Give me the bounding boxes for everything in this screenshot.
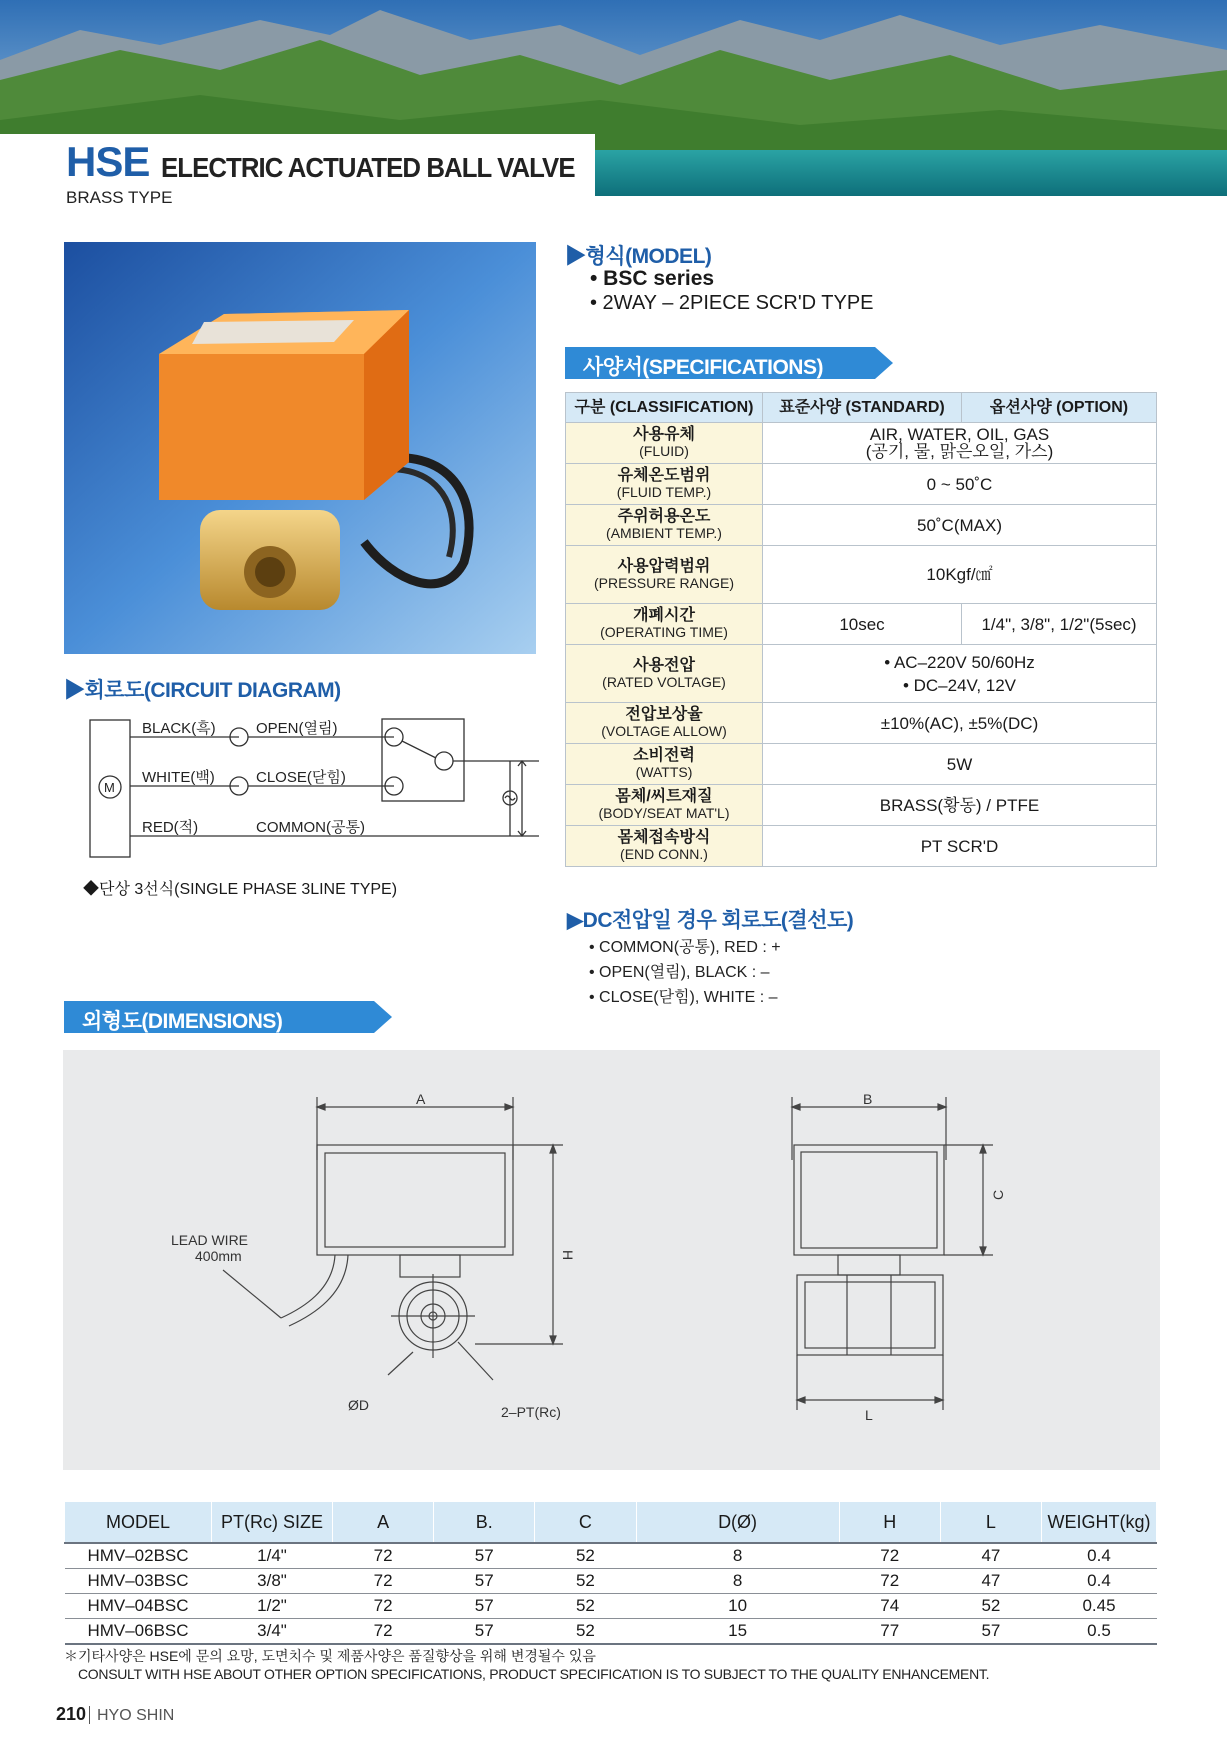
- spec-value-standard: 10sec: [763, 604, 962, 645]
- table-cell: 0.4: [1042, 1569, 1157, 1594]
- table-cell: 3/4": [212, 1619, 333, 1645]
- dimension-drawing: [63, 1050, 1160, 1470]
- table-cell: 15: [636, 1619, 839, 1645]
- footnote-korean: ＊기타사양은 HSE에 문의 요망, 도면치수 및 제품사양은 품질향상을 위해 변경될수 있음: [64, 1648, 596, 1664]
- dimensions-heading: [64, 1001, 394, 1033]
- dc-circuit-item: • COMMON(공통), RED : +: [589, 939, 781, 956]
- circuit-note: ◆단상 3선식(SINGLE PHASE 3LINE TYPE): [83, 881, 398, 898]
- table-cell: 72: [333, 1543, 434, 1569]
- dim-col-header: WEIGHT(kg): [1042, 1502, 1157, 1543]
- dim-col-header: B.: [434, 1502, 535, 1543]
- spec-col-option: 옵션사양 (OPTION): [962, 393, 1157, 423]
- table-cell: 8: [636, 1569, 839, 1594]
- table-cell: 10: [636, 1594, 839, 1619]
- dim-label-a: A: [416, 1091, 426, 1107]
- spec-row-label: 소비전력 (WATTS): [566, 744, 763, 785]
- spec-row-label: 사용압력범위 (PRESSURE RANGE): [566, 546, 763, 604]
- dimensions-table: [64, 1502, 1157, 1645]
- wire-function-label: CLOSE(닫힘): [256, 769, 346, 786]
- table-cell: HMV–04BSC: [65, 1594, 212, 1619]
- table-cell: HMV–06BSC: [65, 1619, 212, 1645]
- spec-value: • AC–220V 50/60Hz • DC–24V, 12V: [763, 645, 1157, 703]
- circuit-diagram: [64, 700, 544, 875]
- table-row: [65, 1619, 1157, 1645]
- model-heading: ▶형식(MODEL): [565, 245, 712, 268]
- spec-row-label: 유체온도범위 (FLUID TEMP.): [566, 464, 763, 505]
- motor-label: M: [104, 780, 115, 795]
- dim-label-port: 2–PT(Rc): [501, 1404, 561, 1420]
- table-cell: 57: [434, 1594, 535, 1619]
- table-cell: 52: [940, 1594, 1041, 1619]
- spec-value: PT SCR'D: [763, 826, 1157, 867]
- specifications-table: [565, 392, 1157, 867]
- table-cell: 47: [940, 1569, 1041, 1594]
- dimensions-heading-text: 외형도(DIMENSIONS): [82, 1010, 283, 1033]
- table-cell: 57: [434, 1569, 535, 1594]
- dim-col-header: MODEL: [65, 1502, 212, 1543]
- table-row: [65, 1594, 1157, 1619]
- dc-circuit-heading: ▶DC전압일 경우 회로도(결선도): [567, 909, 854, 932]
- spec-row-label: 사용유체 (FLUID): [566, 423, 763, 464]
- wire-function-label: OPEN(열림): [256, 720, 338, 737]
- spec-row-label: 개폐시간 (OPERATING TIME): [566, 604, 763, 645]
- circuit-heading: ▶회로도(CIRCUIT DIAGRAM): [64, 679, 341, 702]
- footer-divider: [89, 1706, 90, 1724]
- spec-row-label: 주위허용온도 (AMBIENT TEMP.): [566, 505, 763, 546]
- spec-row-label: 사용전압 (RATED VOLTAGE): [566, 645, 763, 703]
- table-cell: 3/8": [212, 1569, 333, 1594]
- dim-label-d: ØD: [348, 1397, 369, 1413]
- spec-row-label: 전압보상율 (VOLTAGE ALLOW): [566, 703, 763, 744]
- table-cell: 77: [839, 1619, 940, 1645]
- table-cell: 57: [434, 1619, 535, 1645]
- page-number: 210: [56, 1704, 87, 1724]
- table-cell: 74: [839, 1594, 940, 1619]
- product-photo: [64, 242, 536, 654]
- dc-circuit-item: • OPEN(열림), BLACK : –: [589, 964, 770, 981]
- table-cell: 52: [535, 1594, 636, 1619]
- table-row: [65, 1543, 1157, 1569]
- table-cell: 72: [839, 1569, 940, 1594]
- footnote-english: CONSULT WITH HSE ABOUT OTHER OPTION SPECIFICATIONS, PRODUCT SPECIFICATION IS TO SUBJECT TO THE QUALITY ENHANCEMENT.: [78, 1666, 990, 1682]
- brand-title: HSE: [66, 138, 150, 185]
- table-cell: 72: [333, 1569, 434, 1594]
- table-cell: 0.5: [1042, 1619, 1157, 1645]
- spec-value: 5W: [763, 744, 1157, 785]
- model-item: • BSC series: [590, 267, 715, 290]
- wire-function-label: COMMON(공통): [256, 819, 365, 836]
- product-subtitle: BRASS TYPE: [66, 188, 173, 207]
- table-cell: 8: [636, 1543, 839, 1569]
- wire-color-label: RED(적): [142, 819, 199, 836]
- table-cell: 0.4: [1042, 1543, 1157, 1569]
- spec-value-option: 1/4", 3/8", 1/2"(5sec): [962, 604, 1157, 645]
- table-cell: 1/2": [212, 1594, 333, 1619]
- table-cell: 57: [434, 1543, 535, 1569]
- spec-value: 50˚C(MAX): [763, 505, 1157, 546]
- table-cell: 52: [535, 1569, 636, 1594]
- dim-label-l: L: [865, 1407, 873, 1423]
- lead-wire-label: LEAD WIRE: [171, 1232, 249, 1248]
- spec-row-label: 몸체/씨트재질 (BODY/SEAT MAT'L): [566, 785, 763, 826]
- footer-brand: HYO SHIN: [97, 1707, 175, 1724]
- table-cell: 47: [940, 1543, 1041, 1569]
- dim-col-header: L: [940, 1502, 1041, 1543]
- spec-value: BRASS(황동) / PTFE: [763, 785, 1157, 826]
- spec-row-label: 몸체접속방식 (END CONN.): [566, 826, 763, 867]
- spec-value: 10Kgf/㎠: [763, 546, 1157, 604]
- model-item: • 2WAY – 2PIECE SCR'D TYPE: [590, 292, 874, 314]
- dim-col-header: H: [839, 1502, 940, 1543]
- table-cell: 72: [333, 1594, 434, 1619]
- dim-col-header: C: [535, 1502, 636, 1543]
- table-cell: 72: [333, 1619, 434, 1645]
- spec-value: ±10%(AC), ±5%(DC): [763, 703, 1157, 744]
- wire-color-label: WHITE(백): [142, 769, 215, 786]
- wire-color-label: BLACK(흑): [142, 720, 216, 737]
- table-cell: 0.45: [1042, 1594, 1157, 1619]
- specifications-heading: [565, 347, 895, 379]
- dc-circuit-item: • CLOSE(닫힘), WHITE : –: [589, 989, 778, 1006]
- lead-wire-length: 400mm: [195, 1248, 242, 1264]
- table-row: [65, 1569, 1157, 1594]
- dim-col-header: PT(Rc) SIZE: [212, 1502, 333, 1543]
- table-cell: HMV–02BSC: [65, 1543, 212, 1569]
- specifications-heading-text: 사양서(SPECIFICATIONS): [583, 356, 823, 379]
- spec-value: 0 ~ 50˚C: [763, 464, 1157, 505]
- dim-label-b: B: [863, 1091, 873, 1107]
- dim-label-c: C: [990, 1189, 1006, 1200]
- spec-col-standard: 표준사양 (STANDARD): [763, 393, 962, 423]
- table-cell: 52: [535, 1619, 636, 1645]
- table-cell: 72: [839, 1543, 940, 1569]
- product-title: ELECTRIC ACTUATED BALL VALVE: [161, 152, 575, 183]
- spec-col-classification: 구분 (CLASSIFICATION): [566, 393, 763, 423]
- table-cell: 57: [940, 1619, 1041, 1645]
- dim-label-h: H: [560, 1250, 576, 1261]
- dim-col-header: A: [333, 1502, 434, 1543]
- table-cell: HMV–03BSC: [65, 1569, 212, 1594]
- dim-col-header: D(Ø): [636, 1502, 839, 1543]
- spec-value: AIR, WATER, OIL, GAS (공기, 물, 맑은오일, 가스): [763, 423, 1157, 464]
- table-cell: 1/4": [212, 1543, 333, 1569]
- table-cell: 52: [535, 1543, 636, 1569]
